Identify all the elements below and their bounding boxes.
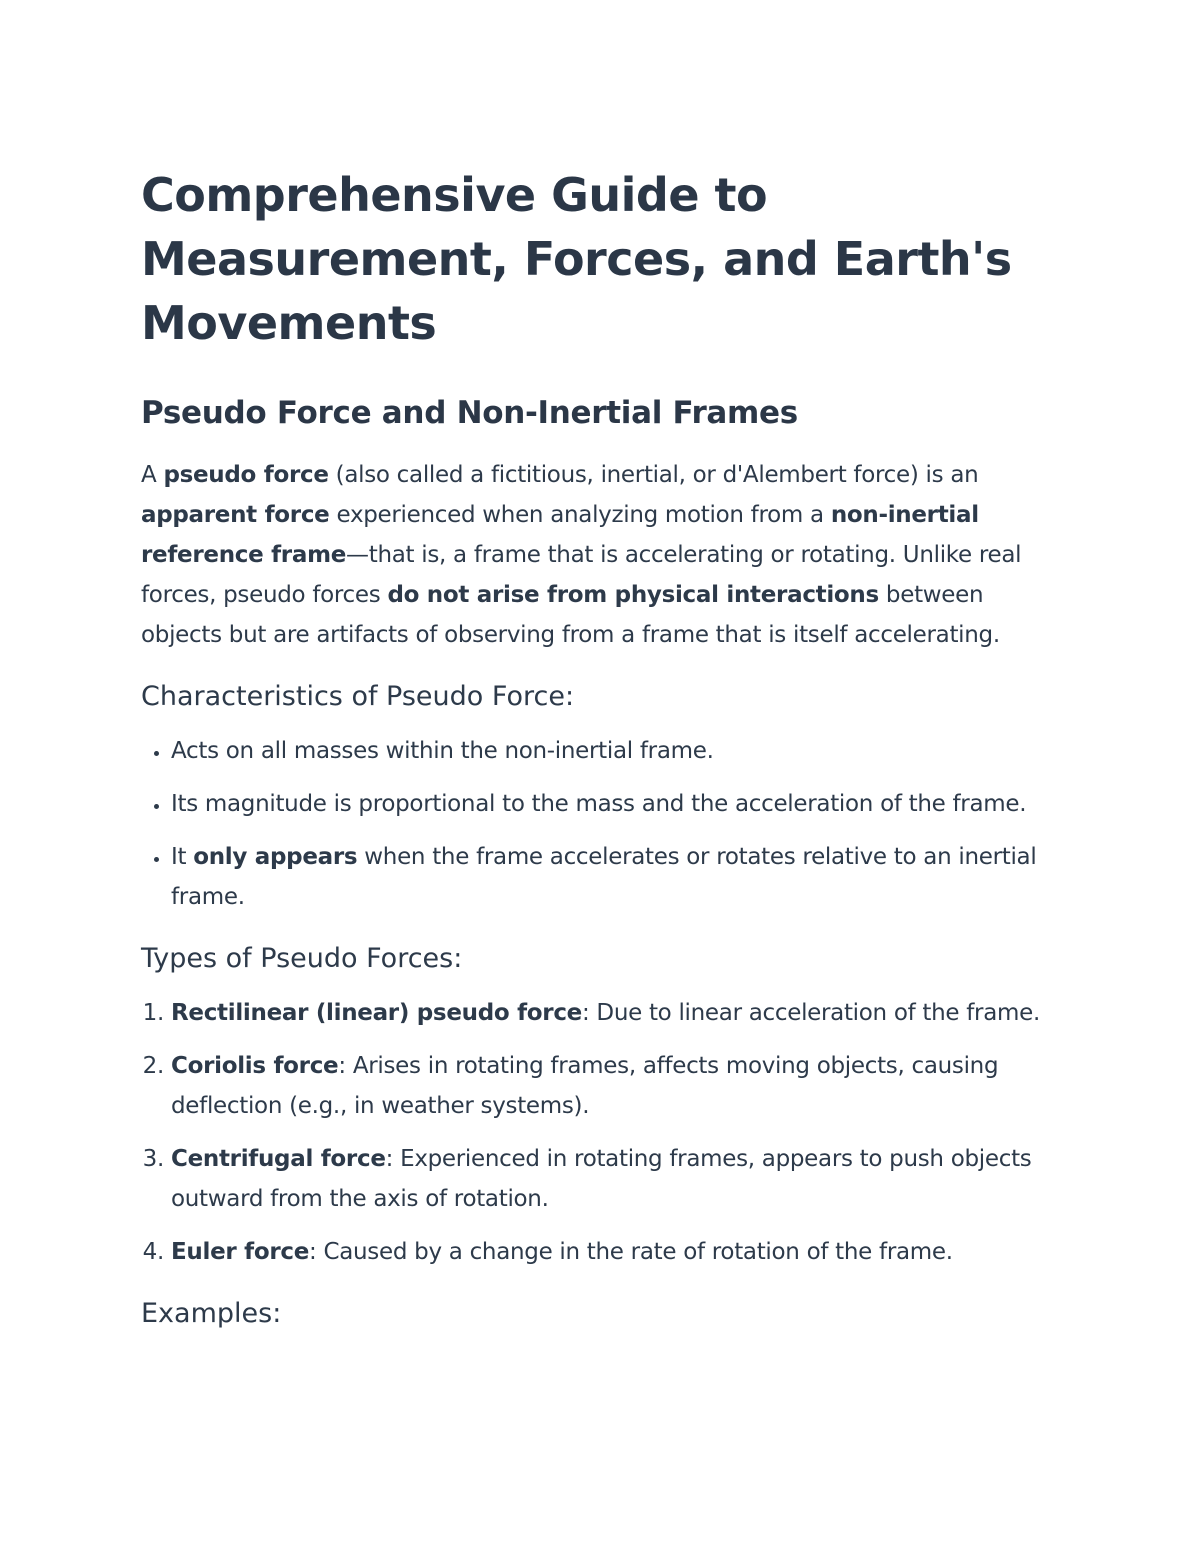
list-item-text: : Arises in rotating frames, affects moving objects, causing deflection (e.g., in weather systems).	[171, 1053, 999, 1119]
intro-paragraph	[141, 455, 1071, 655]
list-item-text: : Experienced in rotating frames, appears to push objects outward from the axis of rotation.	[171, 1146, 1032, 1212]
intro-bold-term: do not arise from physical interactions	[387, 582, 879, 608]
list-item-text: : Due to linear acceleration of the frame.	[581, 1000, 1040, 1026]
intro-bold-term: pseudo force	[163, 462, 329, 488]
list-item	[171, 1139, 1071, 1219]
list-item	[171, 837, 1071, 917]
list-item-bold: only appears	[193, 844, 358, 870]
intro-text: (also called a fictitious, inertial, or d'Alembert force) is an	[328, 462, 979, 488]
list-item-term: Euler force	[171, 1239, 310, 1265]
list-item	[171, 784, 1071, 824]
list-item	[171, 1232, 1071, 1272]
intro-bold-term: non-inertial reference frame	[141, 502, 979, 568]
intro-text: —that is, a frame that is accelerating or rotating. Unlike real forces, pseudo forces	[141, 542, 1022, 608]
examples-heading: Examples:	[141, 1298, 282, 1329]
characteristics-list	[141, 731, 1071, 917]
document-title: Comprehensive Guide to Measurement, Forces, and Earth's Movements	[141, 168, 1012, 350]
list-item-text: Acts on all masses within the non-inertial frame.	[171, 738, 714, 764]
intro-bold-term: apparent force	[141, 502, 330, 528]
list-item	[171, 1046, 1071, 1126]
list-item-text: when the frame accelerates or rotates relative to an inertial frame.	[171, 844, 1037, 910]
list-item-term: Rectilinear (linear) pseudo force	[171, 1000, 582, 1026]
types-list	[141, 993, 1071, 1272]
intro-text: experienced when analyzing motion from a	[329, 502, 831, 528]
characteristics-heading: Characteristics of Pseudo Force:	[141, 681, 575, 712]
document-page	[141, 163, 1071, 1334]
list-item-term: Centrifugal force	[171, 1146, 386, 1172]
intro-text: between objects but are artifacts of observing from a frame that is itself accelerating.	[141, 582, 1000, 648]
intro-text: A	[141, 462, 164, 488]
list-item	[171, 731, 1071, 771]
list-item	[171, 993, 1071, 1033]
list-item-term: Coriolis force	[171, 1053, 339, 1079]
types-heading: Types of Pseudo Forces:	[141, 943, 463, 974]
list-item-text: : Caused by a change in the rate of rotation of the frame.	[309, 1239, 953, 1265]
list-item-text: It	[171, 844, 194, 870]
list-item-text: Its magnitude is proportional to the mass and the acceleration of the frame.	[171, 791, 1027, 817]
section-heading: Pseudo Force and Non-Inertial Frames	[141, 395, 798, 431]
